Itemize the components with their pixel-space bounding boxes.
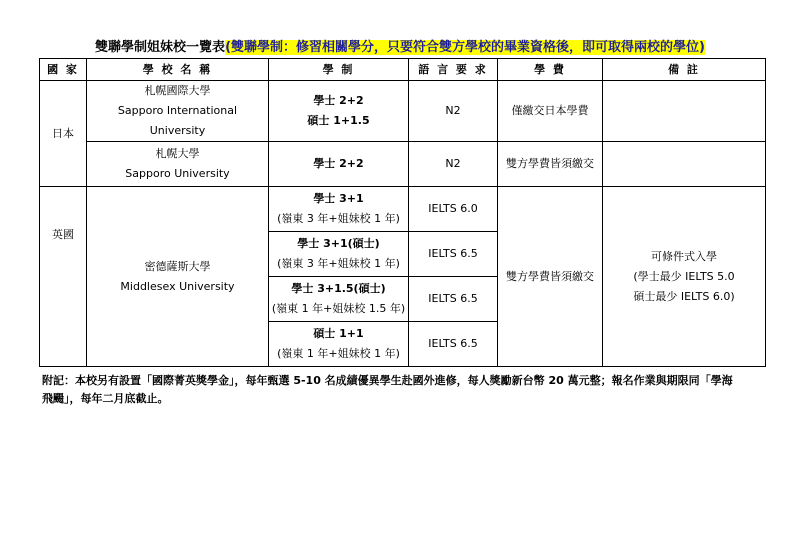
- tuition-cell: 雙方學費皆須繳交: [498, 187, 603, 367]
- program-cell: [269, 322, 409, 367]
- remark-line: 可條件式入學: [651, 249, 717, 263]
- program-name: 碩士 1+1.5: [307, 114, 370, 127]
- language-cell: IELTS 6.0: [409, 187, 498, 232]
- header-row: [40, 59, 766, 81]
- remark-line: 碩士最少 IELTS 6.0): [633, 289, 735, 303]
- language-cell: N2: [409, 142, 498, 187]
- language-cell: IELTS 6.5: [409, 277, 498, 322]
- tuition-cell: 雙方學費皆須繳交: [498, 142, 603, 187]
- table-row: [40, 81, 766, 142]
- header-country: 國 家: [40, 59, 87, 81]
- tuition-cell: 僅繳交日本學費: [498, 81, 603, 142]
- program-cell: [269, 187, 409, 232]
- school-name-cell: [87, 142, 269, 187]
- header-program: 學 制: [269, 59, 409, 81]
- title-main: 雙聯學制姐妹校一覽表: [95, 40, 226, 55]
- remark-line: (學士最少 IELTS 5.0: [633, 269, 735, 283]
- program-name: 學士 2+2: [313, 94, 364, 107]
- school-name-zh: 密德薩斯大學: [144, 259, 211, 273]
- program-detail: (嶺東 1 年+姐妹校 1.5 年): [271, 302, 406, 315]
- school-name-cell: [87, 187, 269, 367]
- program-name: 學士 3+1.5(碩士): [291, 282, 386, 295]
- document-title: [0, 36, 800, 55]
- program-cell: [269, 277, 409, 322]
- language-cell: IELTS 6.5: [409, 232, 498, 277]
- remarks-cell: [603, 142, 766, 187]
- program-detail: (嶺東 3 年+姐妹校 1 年): [277, 257, 400, 270]
- language-cell: IELTS 6.5: [409, 322, 498, 367]
- school-name-cell: [87, 81, 269, 142]
- sister-school-table: [39, 58, 766, 367]
- program-cell: [269, 232, 409, 277]
- school-name-zh: 札幌國際大學: [144, 84, 211, 97]
- table-row: [40, 142, 766, 187]
- table-row: [40, 187, 766, 232]
- header-language: 語 言 要 求: [409, 59, 498, 81]
- program-detail: (嶺東 1 年+姐妹校 1 年): [277, 347, 400, 360]
- country-uk: 英國: [52, 228, 74, 241]
- program-detail: (嶺東 3 年+姐妹校 1 年): [277, 212, 400, 225]
- title-highlight: (雙聯學制：修習相關學分，只要符合雙方學校的畢業資格後，即可取得兩校的學位): [225, 40, 705, 55]
- program-cell: 學士 2+2: [269, 142, 409, 187]
- program-cell: [269, 81, 409, 142]
- school-name-en: Sapporo International: [117, 104, 238, 117]
- country-cell: [40, 81, 87, 187]
- footnote: [42, 372, 762, 408]
- program-name: 碩士 1+1: [313, 327, 364, 340]
- header-tuition: 學 費: [498, 59, 603, 81]
- school-name-en: University: [149, 124, 206, 137]
- remarks-cell: [603, 81, 766, 142]
- remarks-cell: [603, 187, 766, 367]
- program-name: 學士 3+1: [313, 192, 364, 205]
- header-remarks: 備 註: [603, 59, 766, 81]
- school-name-en: Middlesex University: [120, 279, 235, 293]
- footnote-line: 附記：本校另有設置「國際菁英獎學金」，每年甄選 5-10 名成績優異學生赴國外進修，每人獎勵新台幣 20 萬元整；報名作業與期限同「學海: [42, 374, 733, 387]
- school-name-en: Sapporo University: [125, 167, 230, 180]
- country-cell: [40, 187, 87, 367]
- language-cell: N2: [409, 81, 498, 142]
- program-name: 學士 3+1(碩士): [297, 237, 380, 250]
- country-japan: 日本: [52, 126, 74, 140]
- footnote-line: 飛颺」，每年二月底截止。: [42, 392, 169, 405]
- school-name-zh: 札幌大學: [155, 147, 200, 160]
- header-school-name: 學 校 名 稱: [87, 59, 269, 81]
